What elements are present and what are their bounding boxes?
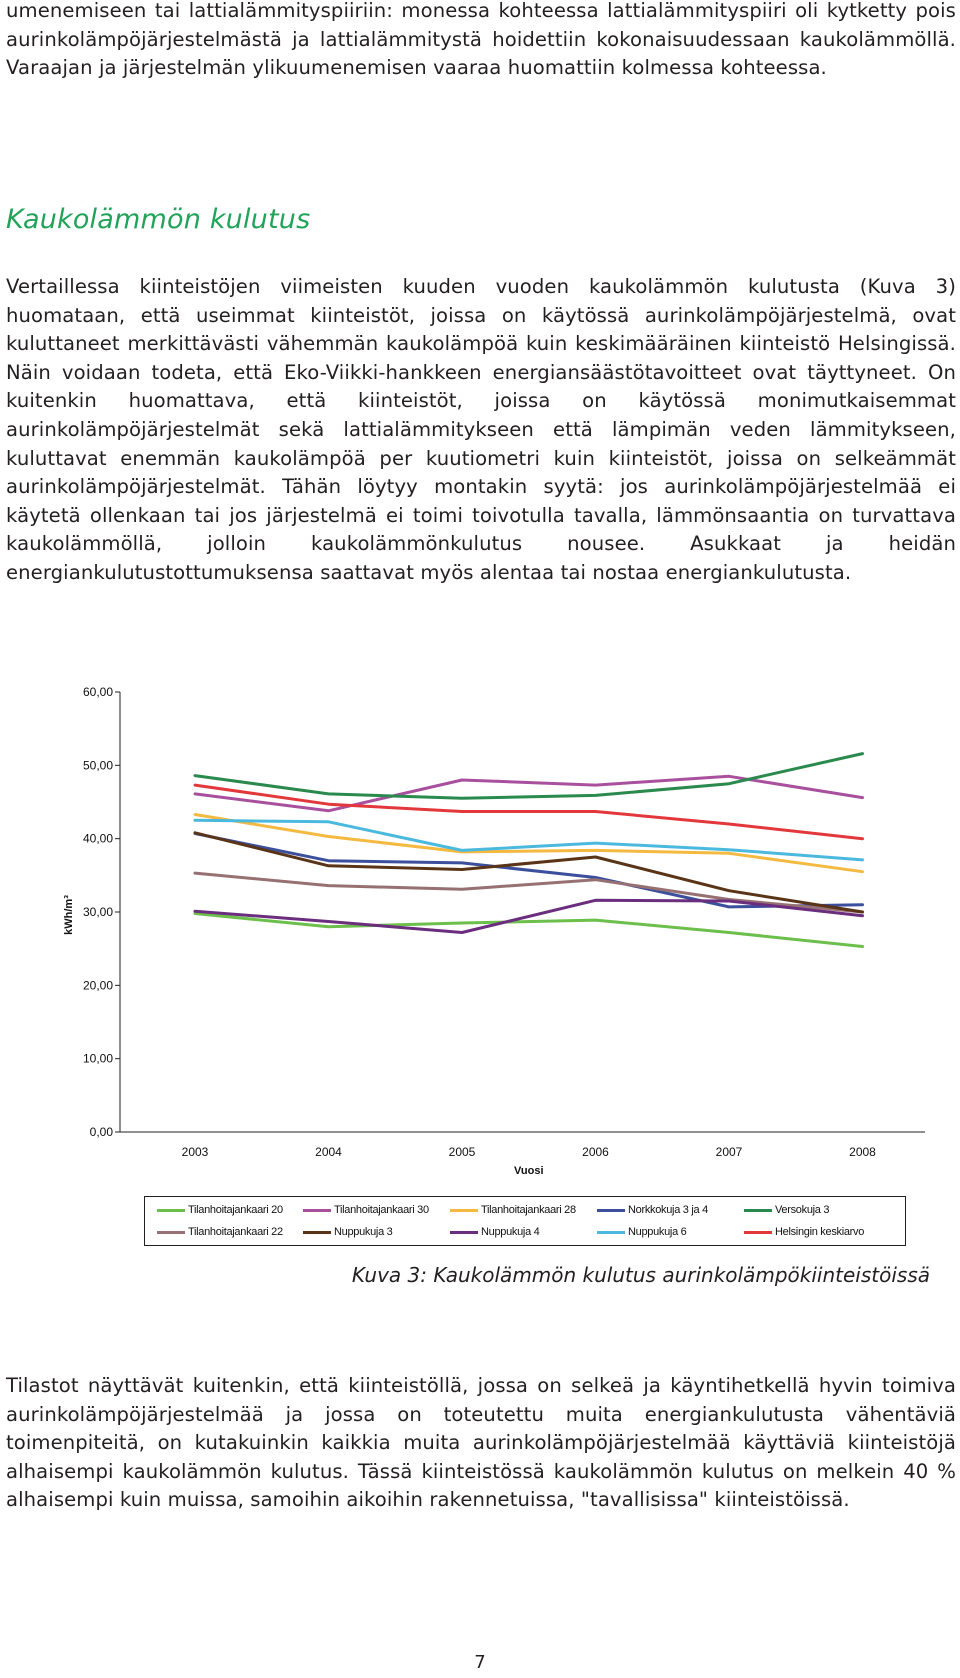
legend-item — [303, 1200, 429, 1220]
page-number: 7 — [474, 1652, 486, 1673]
y-tick-label: 30,00 — [82, 905, 113, 919]
legend-label: Tilanhoitajankaari 20 — [188, 1204, 283, 1216]
y-tick-label: 50,00 — [82, 758, 113, 773]
intro-paragraph: umenemiseen tai lattialämmityspiiriin: monessa kohteessa lattialämmityspiiri oli kytketty pois aurinkolämpöjärjestelmästä ja lattialämmitystä hoidettiin kokonaisuudessaan kaukolämmöllä. Varaajan ja järjestelmän ylikuumenemisen vaaraa huomattiin kolmessa kohteessa. — [6, 0, 956, 80]
figure-caption: Kuva 3: Kaukolämmön kulutus aurinkolämpökiinteistöissä — [351, 1263, 930, 1287]
x-tick-label: 2007 — [715, 1145, 743, 1159]
legend-item — [450, 1222, 539, 1242]
consumption-line-chart — [0, 675, 960, 1195]
legend-swatch — [744, 1209, 772, 1212]
y-tick-label: 60,00 — [82, 685, 113, 699]
legend-item — [744, 1200, 829, 1220]
legend-label: Nuppukuja 3 — [334, 1226, 393, 1238]
y-tick-label: 40,00 — [82, 831, 113, 846]
series-line — [195, 833, 863, 912]
legend-swatch — [450, 1231, 478, 1234]
section-heading: Kaukolämmön kulutus — [6, 204, 311, 235]
legend-item — [303, 1222, 392, 1242]
legend-item — [744, 1222, 864, 1242]
series-lines — [195, 754, 863, 947]
x-tick-label: 2003 — [181, 1145, 209, 1159]
legend-label: Norkkokuja 3 ja 4 — [628, 1204, 708, 1216]
series-line — [195, 776, 863, 811]
x-axis — [120, 1132, 925, 1177]
legend-swatch — [303, 1209, 331, 1212]
legend-swatch — [450, 1209, 478, 1212]
legend-swatch — [597, 1231, 625, 1234]
y-tick-label: 0,00 — [89, 1125, 113, 1139]
legend-label: Tilanhoitajankaari 30 — [334, 1204, 429, 1216]
legend-label: Helsingin keskiarvo — [775, 1226, 865, 1238]
legend-swatch — [157, 1231, 185, 1234]
legend-item — [597, 1222, 686, 1242]
x-axis-title: Vuosi — [513, 1165, 544, 1177]
legend-item — [157, 1200, 283, 1220]
legend-label: Tilanhoitajankaari 22 — [188, 1226, 283, 1238]
legend-label: Nuppukuja 4 — [481, 1226, 540, 1238]
y-axis-title: kWh/m³ — [63, 895, 75, 935]
legend-swatch — [303, 1231, 331, 1234]
legend-swatch — [744, 1231, 772, 1234]
x-tick-label: 2006 — [582, 1145, 609, 1159]
legend-item — [157, 1222, 283, 1242]
closing-paragraph: Tilastot näyttävät kuitenkin, että kiinteistöllä, jossa on selkeä ja käyntihetkellä hyvin toimiva aurinkolämpöjärjestelmää ja jossa on toteutettu muita energiankulutusta vähentäviä toimenpiteitä, on kutakuinkin kaikkia muita aurinkolämpöjärjestelmää käyttäviä kiinteistöjä alhaisempi kaukolämmön kulutus. Tässä kiinteistössä kaukolämmön kulutus on melkein 40 % alhaisempi kuin muissa, samoihin aikoihin rakennetuissa, "tavallisissa" kiinteistöissä. — [6, 1374, 956, 1512]
x-tick-label: 2005 — [448, 1145, 476, 1159]
chart-legend — [144, 1196, 906, 1246]
series-line — [195, 900, 863, 932]
legend-label: Tilanhoitajankaari 28 — [481, 1204, 576, 1216]
x-tick-label: 2008 — [849, 1145, 876, 1159]
y-axis — [63, 685, 120, 1139]
y-tick-label: 20,00 — [82, 978, 113, 993]
series-line — [195, 754, 863, 799]
x-tick-label: 2004 — [315, 1145, 342, 1159]
main-paragraph: Vertaillessa kiinteistöjen viimeisten kuuden vuoden kaukolämmön kulutusta (Kuva 3) huomataan, että useimmat kiinteistöt, joissa on käytössä aurinkolämpöjärjestelmä, ovat kuluttaneet merkittävästi vähemmän kaukolämpöä kuin keskimääräinen kiinteistö Helsingissä. Näin voidaan todeta, että Eko-Viikki-hankkeen energiansäästötavoitteet ovat täyttyneet. On kuitenkin huomattava, että kiinteistöt, joissa on käytössä monimutkaisemmat aurinkolämpöjärjestelmät sekä lattialämmitykseen että lämpimän veden lämmitykseen, kuluttavat enemmän kaukolämpöä per kuutiometri kuin kiinteistöt, joissa on selkeämmät aurinkolämpöjärjestelmät. Tähän löytyy montakin syytä: jos aurinkolämpöjärjestelmää ei käytetä ollenkaan tai jos järjestelmä ei toimi toivotulla tavalla, lämmönsaantia on turvattava kaukolämmöllä, jolloin kaukolämmönkulutus nousee. Asukkaat ja heidän energiankulutustottumuksensa saattavat myös alentaa tai nostaa energiankulutusta. — [6, 275, 956, 584]
legend-label: Nuppukuja 6 — [628, 1226, 687, 1238]
y-tick-label: 10,00 — [82, 1051, 113, 1066]
legend-item — [597, 1200, 708, 1220]
legend-label: Versokuja 3 — [775, 1204, 830, 1216]
legend-swatch — [597, 1209, 625, 1212]
legend-item — [450, 1200, 576, 1220]
legend-swatch — [157, 1209, 185, 1212]
